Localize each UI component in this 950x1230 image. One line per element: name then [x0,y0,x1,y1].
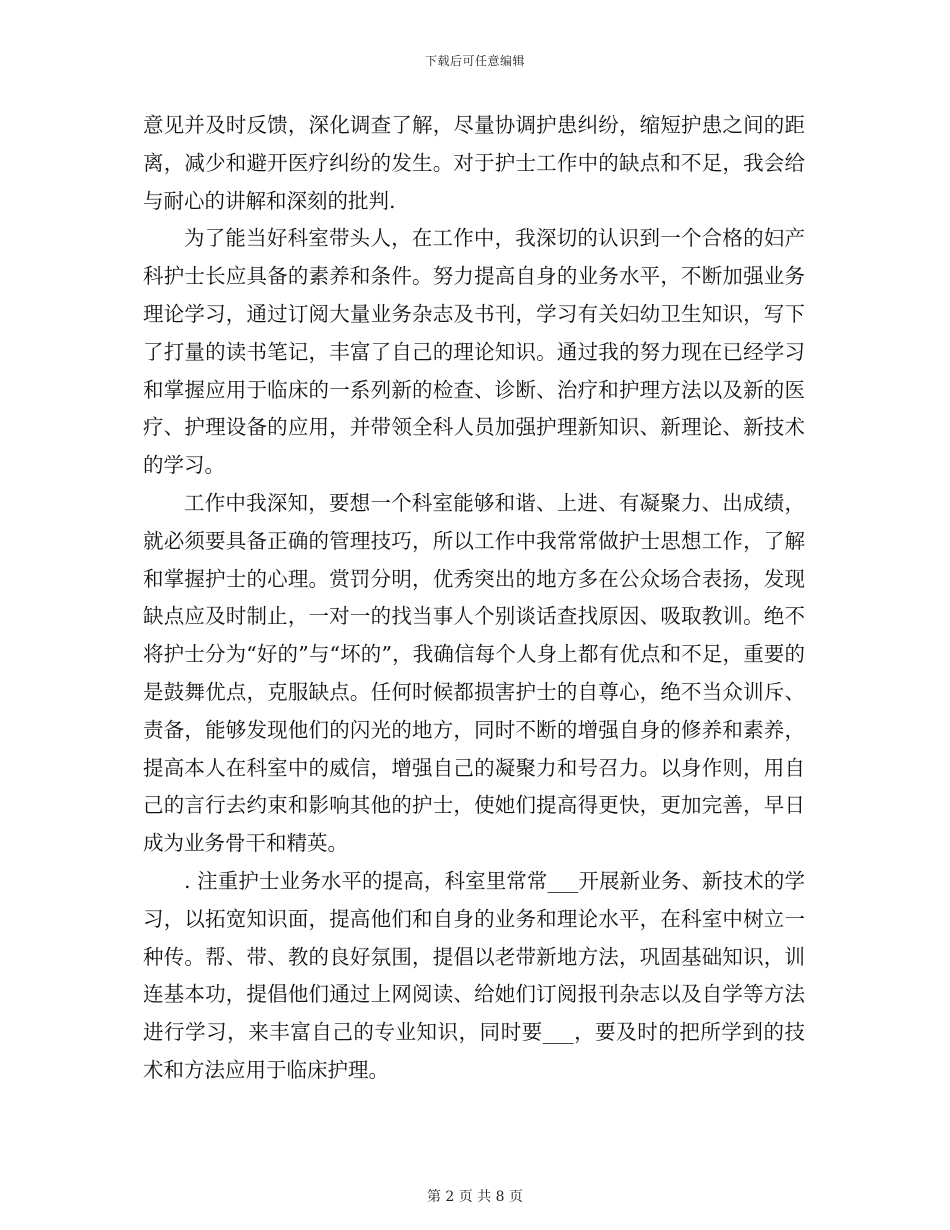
page-header-note: 下载后可任意编辑 [424,54,525,68]
page-number: 第 2 页 共 8 页 [426,1189,524,1205]
paragraph-2: 为了能当好科室带头人，在工作中，我深切的认识到一个合格的妇产科护士长应具备的素养和条件。努力提高自身的业务水平，不断加强业务理论学习，通过订阅大量业务杂志及书刊，学习有关妇幼卫生知识，写下了打量的读书笔记，丰富了自己的理论知识。通过我的努力现在已经学习和掌握应用于临床的一系列新的检查、诊断、治疗和护理方法以及新的医疗、护理设备的应用，并带领全科人员加强护理新知识、新理论、新技术的学习。 [143,226,805,478]
paragraph-4: . 注重护士业务水平的提高，科室里常常___开展新业务、新技术的学习，以拓宽知识面，提高他们和自身的业务和理论水平，在科室中树立一种传。帮、带、教的良好氛围，提倡以老带新地方法，巩固基础知识，训连基本功，提倡他们通过上网阅读、给她们订阅报刊杂志以及自学等方法进行学习，来丰富自己的专业知识，同时要___，要及时的把所学到的技术和方法应用于临床护理。 [143,868,805,1082]
paragraph-3: 工作中我深知，要想一个科室能够和谐、上进、有凝聚力、出成绩，就必须要具备正确的管理技巧，所以工作中我常常做护士思想工作，了解和掌握护士的心理。赏罚分明，优秀突出的地方多在公众场合表扬，发现缺点应及时制止，一对一的找当事人个别谈话查找原因、吸取教训。绝不将护士分为“好的”与“坏的”，我确信每个人身上都有优点和不足，重要的是鼓舞优点，克服缺点。任何时候都损害护士的自尊心，绝不当众训斥、责备，能够发现他们的闪光的地方，同时不断的增强自身的修养和素养，提高本人在科室中的威信，增强自己的凝聚力和号召力。以身作则，用自己的言行去约束和影响其他的护士，使她们提高得更快，更加完善，早日成为业务骨干和精英。 [143,490,805,856]
paragraph-1: 意见并及时反馈，深化调查了解，尽量协调护患纠纷，缩短护患之间的距离，减少和避开医疗纠纷的发生。对于护士工作中的缺点和不足，我会给与耐心的讲解和深刻的批判. [143,113,805,213]
document-body [143,107,805,1090]
